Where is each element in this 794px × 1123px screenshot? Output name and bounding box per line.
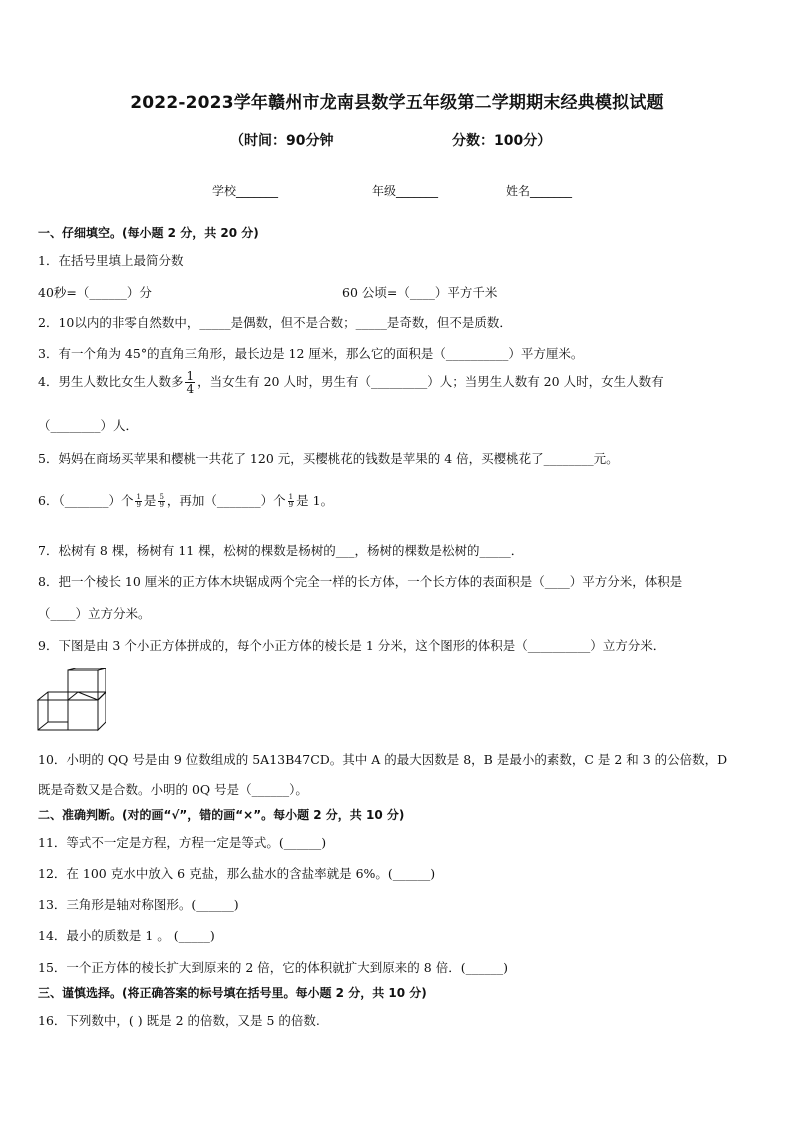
question-3: 3．有一个角为 45°的直角三角形，最长边是 12 厘米，那么它的面积是（__________）平方厘米。 (38, 346, 584, 361)
fraction-5-9: $\frac{5}{9}$ (159, 493, 164, 509)
question-14: 14．最小的质数是 1 。 (_____) (38, 928, 215, 943)
exam-title: 2022-2023学年赣州市龙南县数学五年级第二学期期末经典模拟试题 (130, 93, 664, 113)
fraction-1-9b: $\frac{1}{9}$ (288, 493, 294, 509)
grade-field: 年级_______ (372, 184, 439, 198)
question-16: 16．下列数中，( ) 既是 2 的倍数，又是 5 的倍数. (38, 1013, 320, 1028)
cube-right-front (68, 700, 98, 730)
question-8-line2: （____）立方分米。 (38, 606, 151, 621)
name-field: 姓名_______ (506, 184, 573, 198)
question-4: 4．男生人数比女生人数多 $\frac{1}{4}$ ，当女生有 20 人时，男生有（_________）人；当男生人数有 20 人时，女生人数有 (38, 369, 664, 396)
question-15: 15．一个正方体的棱长扩大到原来的 2 倍，它的体积就扩大到原来的 8 倍．(______) (38, 960, 508, 975)
school-field: 学校_______ (212, 184, 279, 198)
cube-top-side (98, 668, 106, 700)
exam-time: （时间：90分钟 (230, 133, 334, 149)
question-8: 8．把一个棱长 10 厘米的正方体木块锯成两个完全一样的长方体，一个长方体的表面积是（____）平方分米，体积是 (38, 574, 683, 589)
cube-top-front (68, 670, 98, 700)
question-5: 5．妈妈在商场买苹果和樱桃一共花了 120 元，买樱桃花的钱数是苹果的 4 倍，买樱桃花了________元。 (38, 451, 619, 466)
three-cubes-figure (36, 668, 106, 734)
section1-heading: 一、仔细填空。(每小题 2 分，共 20 分) (38, 226, 259, 240)
question-4-line2: （________）人． (38, 418, 139, 433)
question-9: 9．下图是由 3 个小正方体拼成的，每个小正方体的棱长是 1 分米，这个图形的体积是（__________）立方分米． (38, 638, 666, 653)
question-10-line2: 既是奇数又是合数。小明的 0Q 号是（______）。 (38, 782, 308, 797)
section3-heading: 三、谨慎选择。(将正确答案的标号填在括号里。每小题 2 分，共 10 分) (38, 986, 427, 1000)
question-10: 10．小明的 QQ 号是由 9 位数组成的 5A13B47CD。其中 A 的最大因数是 8，B 是最小的素数，C 是 2 和 3 的公倍数，D (38, 752, 728, 767)
question-1b: 60 公顷=（____）平方千米 (342, 285, 498, 300)
cube-right-side (98, 692, 106, 730)
fraction-1-9: $\frac{1}{9}$ (136, 493, 141, 509)
question-1: 1．在括号里填上最简分数 (38, 253, 184, 268)
question-6: 6．（_______）个 $\frac{1}{9}$ 是 $\frac{5}{9}$ ，再加（_______）个 $\frac{1}{9}$ 是 1。 (38, 493, 334, 509)
question-7: 7．松树有 8 棵，杨树有 11 棵，松树的棵数是杨树的___，杨树的棵数是松树的_____． (38, 543, 524, 558)
question-11: 11．等式不一定是方程，方程一定是等式。(______) (38, 835, 327, 850)
cube-left-top (38, 692, 78, 700)
question-1a: 40秒=（______）分 (38, 285, 152, 300)
exam-score: 分数：100分） (452, 133, 552, 149)
question-13: 13．三角形是轴对称图形。(______) (38, 897, 239, 912)
fraction-one-quarter: $\frac{1}{4}$ (186, 369, 195, 396)
cube-left-front (38, 700, 68, 730)
question-12: 12．在 100 克水中放入 6 克盐，那么盐水的含盐率就是 6%。(______) (38, 866, 436, 881)
question-2: 2．10以内的非零自然数中，_____是偶数，但不是合数；_____是奇数，但不是质数． (38, 315, 512, 330)
section2-heading: 二、准确判断。(对的画“√”，错的画“×”。每小题 2 分，共 10 分) (38, 808, 405, 822)
